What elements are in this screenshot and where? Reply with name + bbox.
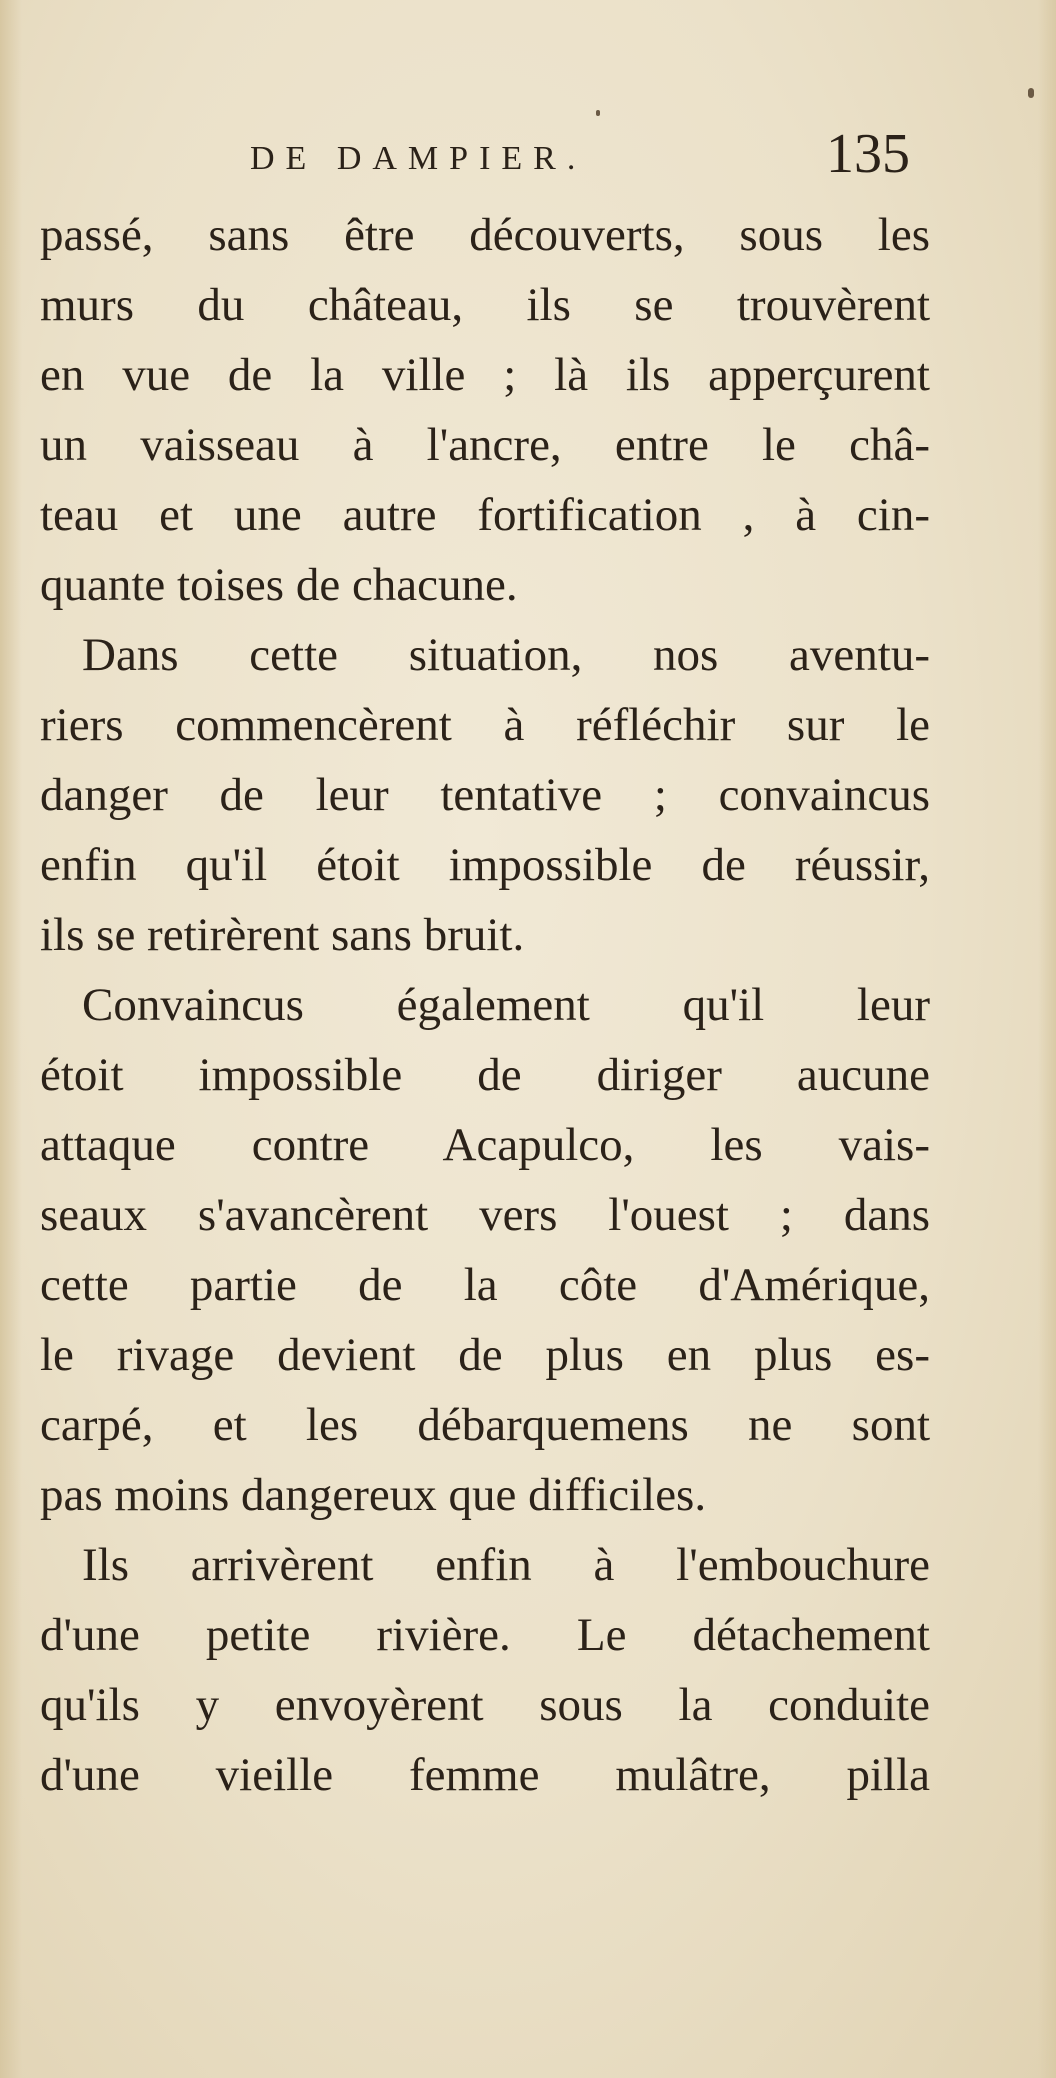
text-line: pas moins dangereux que difficiles. <box>40 1469 707 1521</box>
text-line: en vue de la ville ; là ils apperçurent <box>40 349 930 401</box>
text-line: carpé, et les débarquemens ne sont <box>40 1399 930 1451</box>
text-line: cette partie de la côte d'Amérique, <box>40 1259 930 1311</box>
text-line: étoit impossible de diriger aucune <box>40 1049 930 1101</box>
text-line: d'une petite rivière. Le détachement <box>40 1609 930 1661</box>
text-line: enfin qu'il étoit impossible de réussir, <box>40 839 930 891</box>
text-line: qu'ils y envoyèrent sous la conduite <box>40 1679 930 1731</box>
page-edge-shadow-right <box>1038 0 1056 2078</box>
text-line: seaux s'avancèrent vers l'ouest ; dans <box>40 1189 930 1241</box>
paragraph-first-line: Dans cette situation, nos aventu- <box>82 629 930 681</box>
text-line: teau et une autre fortification , à cin- <box>40 489 930 541</box>
text-line: murs du château, ils se trouvèrent <box>40 279 930 331</box>
text-line: d'une vieille femme mulâtre, pilla <box>40 1749 930 1801</box>
text-line: ils se retirèrent sans bruit. <box>40 909 525 961</box>
text-line: quante toises de chacune. <box>40 559 518 611</box>
page-number: 135 <box>826 123 910 185</box>
page-edge-shadow-left <box>0 0 22 2078</box>
text-line: le rivage devient de plus en plus es- <box>40 1329 930 1381</box>
text-line: riers commencèrent à réfléchir sur le <box>40 699 930 751</box>
page-header <box>250 122 910 192</box>
text-line: un vaisseau à l'ancre, entre le châ- <box>40 419 930 471</box>
ink-speck <box>1028 88 1034 98</box>
ink-speck <box>596 110 600 116</box>
text-line: attaque contre Acapulco, les vais- <box>40 1119 930 1171</box>
running-head: DE DAMPIER. <box>250 140 587 177</box>
text-line: danger de leur tentative ; convaincus <box>40 769 930 821</box>
paragraph-first-line: Convaincus également qu'il leur <box>82 979 930 1031</box>
body-text <box>40 200 930 1810</box>
paragraph-first-line: Ils arrivèrent enfin à l'embouchure <box>82 1539 930 1591</box>
text-line: passé, sans être découverts, sous les <box>40 209 930 261</box>
